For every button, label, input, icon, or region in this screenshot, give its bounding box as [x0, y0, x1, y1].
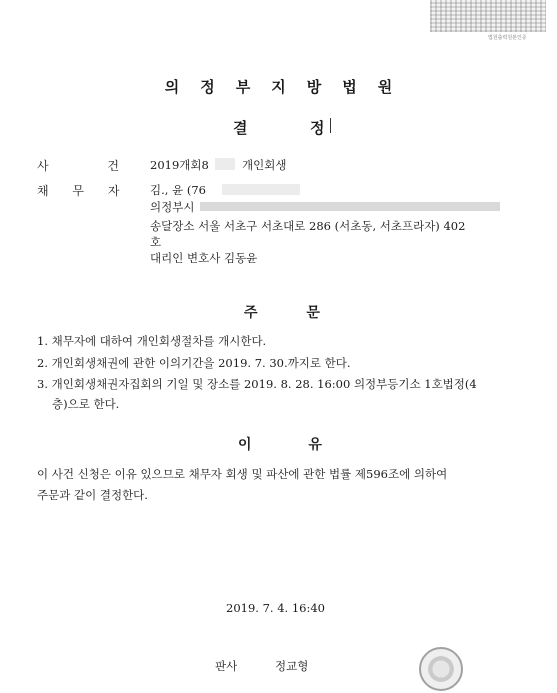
judge-name: 정교형 [275, 659, 309, 673]
verification-caption: 법원출력원본인증 [488, 35, 527, 41]
redaction-block [200, 202, 500, 211]
doc-title-left: 결 [233, 119, 248, 137]
judge-title: 판사 [215, 659, 238, 673]
doc-title-right: 정 [310, 119, 325, 137]
debtor-label: 채 무 자 [37, 184, 120, 198]
debtor-name: 김., 윤 (76 [150, 183, 206, 197]
order-item: 층)으로 한다. [52, 397, 120, 411]
verification-qr-code [430, 0, 546, 32]
order-heading: 주 문 [244, 305, 320, 321]
order-item: 1. 채무자에 대하여 개인회생절차를 개시한다. [37, 334, 267, 348]
decision-date: 2019. 7. 4. 16:40 [226, 601, 325, 615]
case-label: 사 건 [37, 159, 119, 173]
order-item: 3. 개인회생채권자집회의 기일 및 장소를 2019. 8. 28. 16:00 의정부등기소 1호법정(4 [37, 377, 477, 391]
case-type: 개인회생 [242, 158, 287, 172]
judge-seal [419, 647, 463, 691]
court-name: 의정부지방법원 [164, 78, 414, 96]
attorney: 대리인 변호사 김동윤 [150, 251, 258, 265]
reason-line: 주문과 같이 결정한다. [37, 488, 148, 502]
redaction-block [215, 158, 235, 170]
cursor-mark [330, 118, 331, 133]
service-place: 송달장소 서울 서초구 서초대로 286 (서초동, 서초프라자) 402 [150, 219, 466, 233]
order-item: 2. 개인회생채권에 관한 이의기간을 2019. 7. 30.까지로 한다. [37, 356, 351, 370]
service-place-cont: 호 [150, 235, 162, 249]
case-number: 2019개회8 [150, 158, 209, 172]
reason-line: 이 사건 신청은 이유 있으므로 채무자 회생 및 파산에 관한 법률 제596조에 의하여 [37, 467, 448, 481]
debtor-address: 의정부시 [150, 200, 195, 214]
redaction-block [222, 184, 300, 195]
reason-heading: 이 유 [238, 437, 322, 453]
